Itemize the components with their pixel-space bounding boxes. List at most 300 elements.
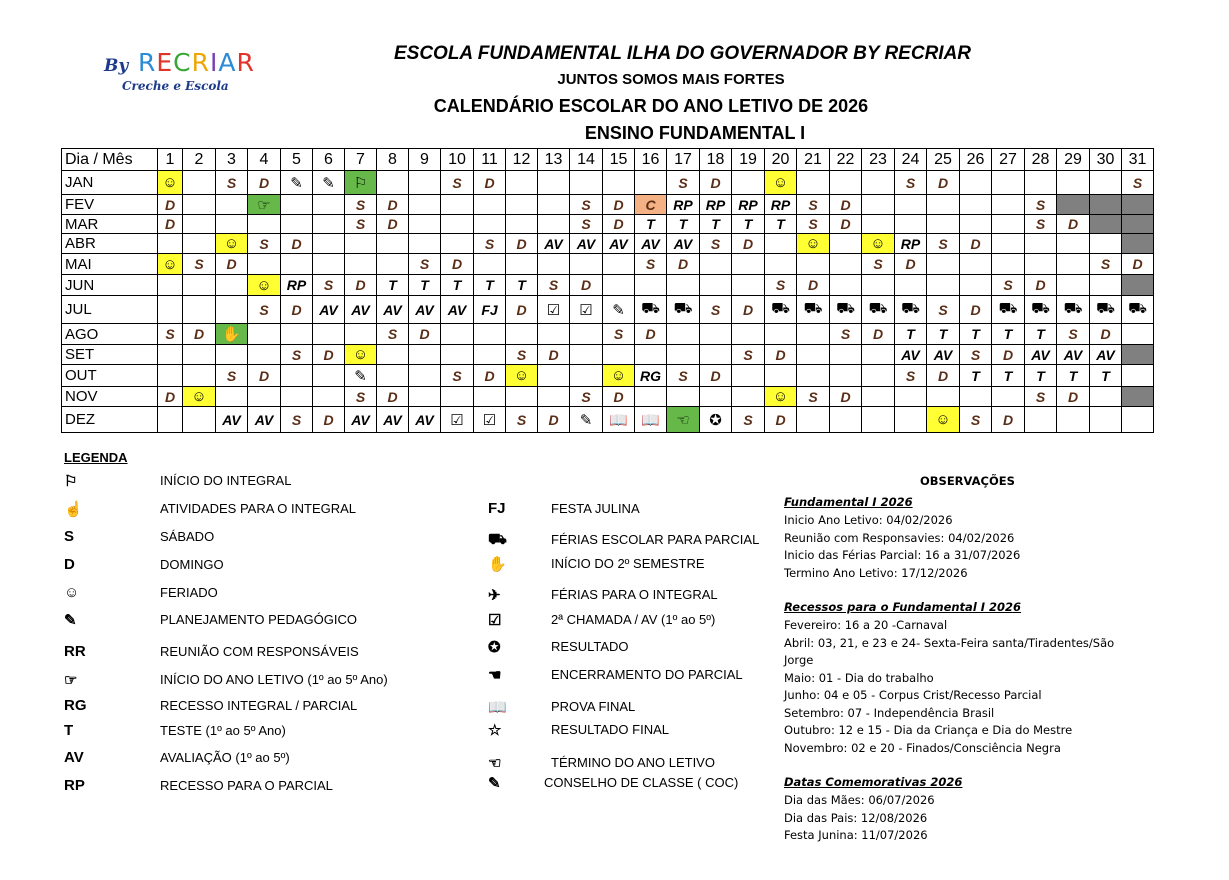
day-cell: ☺ (183, 387, 216, 407)
day-cell (158, 296, 183, 324)
day-cell: S (538, 275, 570, 296)
day-cell (765, 254, 797, 275)
legend-label: INÍCIO DO 2º SEMESTRE (551, 556, 705, 571)
day-cell (1025, 407, 1057, 433)
day-cell: S (732, 407, 765, 433)
day-cell: AV (895, 345, 927, 365)
day-cell: ☺ (506, 365, 538, 387)
day-cell (216, 296, 248, 324)
day-cell (538, 365, 570, 387)
day-cell (441, 234, 474, 254)
day-cell (732, 254, 765, 275)
day-cell (281, 215, 313, 234)
day-cell (345, 324, 377, 345)
day-cell (992, 171, 1025, 195)
day-cell (667, 387, 700, 407)
day-cell: D (927, 365, 960, 387)
day-cell: S (960, 407, 992, 433)
legend-symbol: ☚ (488, 667, 502, 684)
day-cell (862, 365, 895, 387)
legend-symbol: ✪ (488, 639, 501, 656)
day-cell: D (830, 195, 862, 215)
day-cell: AV (216, 407, 248, 433)
day-cell: ☺ (603, 365, 635, 387)
month-label: MAI (62, 254, 158, 275)
day-cell: D (830, 387, 862, 407)
day-cell: ⛟ (667, 296, 700, 324)
day-cell: S (1090, 254, 1122, 275)
month-row (62, 296, 1154, 324)
day-cell (732, 171, 765, 195)
day-cell: RP (895, 234, 927, 254)
day-cell: T (377, 275, 409, 296)
day-cell (1122, 387, 1154, 407)
month-label: DEZ (62, 407, 158, 433)
day-cell (797, 324, 830, 345)
day-cell (345, 254, 377, 275)
day-header: 31 (1122, 149, 1154, 171)
day-cell: T (474, 275, 506, 296)
legend-label: RECESSO PARA O PARCIAL (160, 778, 333, 793)
day-cell (895, 215, 927, 234)
month-row (62, 171, 1154, 195)
day-cell (960, 275, 992, 296)
day-cell (216, 345, 248, 365)
day-cell (506, 324, 538, 345)
day-cell: T (895, 324, 927, 345)
day-cell (474, 215, 506, 234)
day-cell (1122, 345, 1154, 365)
legend-label: FESTA JULINA (551, 501, 640, 516)
day-cell (960, 171, 992, 195)
day-cell: ☺ (158, 171, 183, 195)
day-cell (248, 324, 281, 345)
day-cell: ⛟ (862, 296, 895, 324)
day-cell: D (732, 234, 765, 254)
day-cell (862, 387, 895, 407)
day-cell (797, 365, 830, 387)
legend-symbol: ☺ (64, 584, 80, 601)
legend-symbol: ✎ (64, 612, 77, 629)
day-cell: ⛟ (635, 296, 667, 324)
month-label: JUL (62, 296, 158, 324)
day-cell: ☺ (927, 407, 960, 433)
day-cell (506, 171, 538, 195)
day-cell: ⛟ (895, 296, 927, 324)
day-cell (409, 171, 441, 195)
day-cell: T (992, 324, 1025, 345)
day-cell: D (1057, 387, 1090, 407)
day-cell: AV (667, 234, 700, 254)
day-cell (183, 234, 216, 254)
day-cell (927, 254, 960, 275)
day-cell: S (216, 171, 248, 195)
day-cell: D (281, 234, 313, 254)
day-cell: S (506, 345, 538, 365)
day-cell: D (248, 365, 281, 387)
day-cell: D (1090, 324, 1122, 345)
day-cell (313, 387, 345, 407)
day-cell: S (1025, 215, 1057, 234)
day-header: 30 (1090, 149, 1122, 171)
day-cell (183, 345, 216, 365)
day-cell (1122, 407, 1154, 433)
day-cell (538, 215, 570, 234)
day-header: 10 (441, 149, 474, 171)
day-cell: S (603, 324, 635, 345)
day-cell: AV (603, 234, 635, 254)
day-cell (183, 171, 216, 195)
day-cell: ✎ (281, 171, 313, 195)
day-cell (1090, 407, 1122, 433)
day-header: 2 (183, 149, 216, 171)
day-cell: ☺ (797, 234, 830, 254)
day-header: 24 (895, 149, 927, 171)
day-cell: D (992, 407, 1025, 433)
day-cell (1090, 195, 1122, 215)
day-cell: ☑ (570, 296, 603, 324)
legend-label: INÍCIO DO INTEGRAL (160, 473, 292, 488)
day-cell: D (603, 215, 635, 234)
day-cell (158, 407, 183, 433)
day-header: 25 (927, 149, 960, 171)
day-cell: ☺ (158, 254, 183, 275)
day-cell (1090, 387, 1122, 407)
day-cell (1057, 275, 1090, 296)
day-cell: S (183, 254, 216, 275)
day-cell: ⛟ (992, 296, 1025, 324)
day-cell (313, 324, 345, 345)
day-cell (570, 324, 603, 345)
day-cell (377, 254, 409, 275)
day-cell: ⛟ (765, 296, 797, 324)
day-cell (313, 195, 345, 215)
school-logo (100, 44, 255, 104)
day-cell: S (895, 365, 927, 387)
day-cell: D (635, 324, 667, 345)
day-cell (1057, 195, 1090, 215)
day-cell (538, 324, 570, 345)
day-cell (1090, 234, 1122, 254)
day-cell (409, 365, 441, 387)
day-cell (158, 365, 183, 387)
day-cell (1057, 171, 1090, 195)
day-cell (538, 254, 570, 275)
day-cell: S (345, 387, 377, 407)
day-header: 15 (603, 149, 635, 171)
month-row (62, 234, 1154, 254)
day-cell (183, 215, 216, 234)
calendar-title: CALENDÁRIO ESCOLAR DO ANO LETIVO DE 2026 (433, 96, 869, 116)
day-cell (377, 171, 409, 195)
legend-label: 2ª CHAMADA / AV (1º ao 5º) (551, 612, 716, 627)
day-cell: AV (377, 296, 409, 324)
day-cell (474, 324, 506, 345)
day-cell (927, 387, 960, 407)
day-cell: D (570, 275, 603, 296)
day-cell: S (281, 345, 313, 365)
day-cell (183, 296, 216, 324)
day-cell: D (183, 324, 216, 345)
day-cell (603, 254, 635, 275)
day-cell (927, 275, 960, 296)
legend-symbol: D (64, 556, 75, 573)
day-cell: T (700, 215, 732, 234)
day-cell (1090, 215, 1122, 234)
day-cell (1057, 234, 1090, 254)
header-corner: Dia / Mês (62, 149, 158, 171)
legend-symbol: ☆ (488, 722, 502, 739)
day-cell: S (1025, 387, 1057, 407)
day-cell: D (506, 234, 538, 254)
month-row (62, 254, 1154, 275)
day-cell: ⚐ (345, 171, 377, 195)
day-cell: ☺ (248, 275, 281, 296)
day-cell: ✎ (345, 365, 377, 387)
day-cell (895, 275, 927, 296)
day-cell: D (927, 171, 960, 195)
day-cell: D (765, 345, 797, 365)
legend-symbol: FJ (488, 500, 506, 517)
day-cell: D (538, 407, 570, 433)
legend-symbol: ✋ (488, 556, 507, 573)
day-cell: S (927, 296, 960, 324)
day-cell (570, 365, 603, 387)
day-cell (635, 275, 667, 296)
day-cell: D (667, 254, 700, 275)
day-cell (992, 195, 1025, 215)
day-cell (441, 215, 474, 234)
day-cell: S (960, 345, 992, 365)
day-cell: ✎ (603, 296, 635, 324)
day-cell (732, 365, 765, 387)
day-cell: D (603, 195, 635, 215)
day-header: 5 (281, 149, 313, 171)
day-cell: D (1025, 275, 1057, 296)
day-cell: FJ (474, 296, 506, 324)
legend-label: PROVA FINAL (551, 699, 636, 714)
day-cell (862, 215, 895, 234)
day-cell: T (635, 215, 667, 234)
day-cell: D (377, 387, 409, 407)
day-cell: AV (345, 407, 377, 433)
day-cell (345, 234, 377, 254)
day-cell (667, 345, 700, 365)
day-cell (862, 171, 895, 195)
day-cell: AV (538, 234, 570, 254)
month-label: MAR (62, 215, 158, 234)
legend-label: RESULTADO FINAL (551, 722, 669, 737)
legend-label: TESTE (1º ao 5º Ano) (160, 723, 286, 738)
observations-line: Dia das Mães: 06/07/2026 (784, 793, 935, 807)
day-cell (700, 387, 732, 407)
day-cell (313, 234, 345, 254)
day-cell: D (1057, 215, 1090, 234)
day-cell: ⛟ (830, 296, 862, 324)
month-row (62, 275, 1154, 296)
day-cell (248, 254, 281, 275)
day-cell: AV (1057, 345, 1090, 365)
day-cell: S (992, 275, 1025, 296)
day-cell (183, 195, 216, 215)
day-cell: S (216, 365, 248, 387)
day-cell (313, 365, 345, 387)
day-cell (992, 215, 1025, 234)
day-cell (1057, 254, 1090, 275)
day-cell: S (797, 387, 830, 407)
legend-label: AVALIAÇÃO (1º ao 5º) (160, 750, 290, 765)
day-cell: T (960, 324, 992, 345)
legend-symbol: RP (64, 777, 85, 794)
day-cell (538, 387, 570, 407)
month-label: ABR (62, 234, 158, 254)
day-cell: D (538, 345, 570, 365)
day-cell: AV (248, 407, 281, 433)
legend-symbol: ⛟ (488, 531, 507, 548)
month-row (62, 365, 1154, 387)
observations-line: Inicio Ano Letivo: 04/02/2026 (784, 513, 953, 527)
observations-line: Abril: 03, 21, e 23 e 24- Sexta-Feira santa/Tiradentes/São (784, 635, 1115, 650)
day-header: 18 (700, 149, 732, 171)
day-cell: AV (313, 296, 345, 324)
day-header: 26 (960, 149, 992, 171)
day-cell (441, 324, 474, 345)
legend-symbol: ⚐ (64, 473, 78, 490)
month-label: AGO (62, 324, 158, 345)
observations-line: Reunião com Responsavies: 04/02/2026 (784, 530, 1015, 545)
day-cell (830, 275, 862, 296)
day-header: 23 (862, 149, 895, 171)
legend-label: RECESSO INTEGRAL / PARCIAL (160, 698, 358, 713)
day-cell (895, 407, 927, 433)
day-header: 28 (1025, 149, 1057, 171)
day-cell: T (441, 275, 474, 296)
day-cell (281, 195, 313, 215)
day-cell (830, 407, 862, 433)
legend-title: LEGENDA (64, 450, 128, 465)
legend-symbol: ☜ (488, 755, 502, 772)
day-cell (732, 324, 765, 345)
legend-symbol: ✎ (488, 775, 501, 792)
day-cell (960, 215, 992, 234)
day-cell (538, 195, 570, 215)
day-cell: ☺ (216, 234, 248, 254)
day-cell: ⛟ (1025, 296, 1057, 324)
observations-line: Junho: 04 e 05 - Corpus Crist/Recesso Parcial (784, 688, 1042, 702)
day-cell (441, 345, 474, 365)
day-cell: D (158, 215, 183, 234)
day-header: 9 (409, 149, 441, 171)
day-cell (409, 387, 441, 407)
observations-line: Dia das Pais: 12/08/2026 (784, 810, 928, 825)
day-cell: S (765, 275, 797, 296)
day-cell: S (441, 365, 474, 387)
day-cell: D (960, 296, 992, 324)
month-label: JUN (62, 275, 158, 296)
day-cell (248, 387, 281, 407)
month-label: JAN (62, 171, 158, 195)
day-cell: ☜ (667, 407, 700, 433)
day-cell (635, 387, 667, 407)
day-cell (895, 195, 927, 215)
day-cell: S (1122, 171, 1154, 195)
day-cell (313, 254, 345, 275)
day-cell: S (248, 296, 281, 324)
observations-line: Jorge (784, 653, 814, 667)
day-cell (409, 234, 441, 254)
day-cell: ⛟ (1090, 296, 1122, 324)
day-cell (830, 345, 862, 365)
day-cell (474, 345, 506, 365)
day-cell (765, 234, 797, 254)
day-cell: D (732, 296, 765, 324)
day-cell (635, 171, 667, 195)
day-header: 13 (538, 149, 570, 171)
legend-symbol: RR (64, 643, 86, 660)
legend-label: FERIADO (160, 585, 218, 600)
day-cell: ⛟ (1122, 296, 1154, 324)
day-cell (506, 215, 538, 234)
day-cell (927, 195, 960, 215)
day-cell: 📖 (635, 407, 667, 433)
legend-symbol: 📖 (488, 699, 507, 716)
day-header: 1 (158, 149, 183, 171)
legend-label: PLANEJAMENTO PEDAGÓGICO (160, 612, 357, 627)
day-cell: D (474, 365, 506, 387)
day-header: 11 (474, 149, 506, 171)
day-cell (700, 324, 732, 345)
day-cell (216, 215, 248, 234)
day-cell (506, 254, 538, 275)
observations-line: Setembro: 07 - Independência Brasil (784, 705, 995, 720)
day-cell (281, 254, 313, 275)
month-label: FEV (62, 195, 158, 215)
observations-title: OBSERVAÇÕES (920, 474, 1015, 488)
day-cell: 📖 (603, 407, 635, 433)
day-cell: AV (1090, 345, 1122, 365)
school-motto: JUNTOS SOMOS MAIS FORTES (557, 71, 785, 88)
month-row (62, 215, 1154, 234)
legend-label: ENCERRAMENTO DO PARCIAL (551, 667, 743, 682)
day-cell: C (635, 195, 667, 215)
day-cell: S (570, 387, 603, 407)
logo-name: RECRIAR (138, 48, 255, 77)
day-cell (158, 234, 183, 254)
day-cell: D (1122, 254, 1154, 275)
day-cell: S (700, 296, 732, 324)
school-calendar-table (61, 148, 1154, 433)
legend-symbol: AV (64, 749, 84, 766)
day-cell (377, 345, 409, 365)
day-cell (409, 195, 441, 215)
day-header: 8 (377, 149, 409, 171)
observations-line: Fevereiro: 16 a 20 -Carnaval (784, 618, 948, 632)
observations-line: Novembro: 02 e 20 - Finados/Consciência Negra (784, 740, 1061, 755)
month-row (62, 345, 1154, 365)
day-cell (1025, 171, 1057, 195)
day-cell (1122, 275, 1154, 296)
day-cell (409, 215, 441, 234)
school-name: ESCOLA FUNDAMENTAL ILHA DO GOVERNADOR BY RECRIAR (393, 43, 972, 64)
day-cell (570, 254, 603, 275)
day-cell (603, 275, 635, 296)
day-cell: ☺ (765, 171, 797, 195)
day-cell (862, 275, 895, 296)
day-header: 22 (830, 149, 862, 171)
day-cell: ✎ (313, 171, 345, 195)
day-cell: S (570, 215, 603, 234)
day-cell: S (409, 254, 441, 275)
